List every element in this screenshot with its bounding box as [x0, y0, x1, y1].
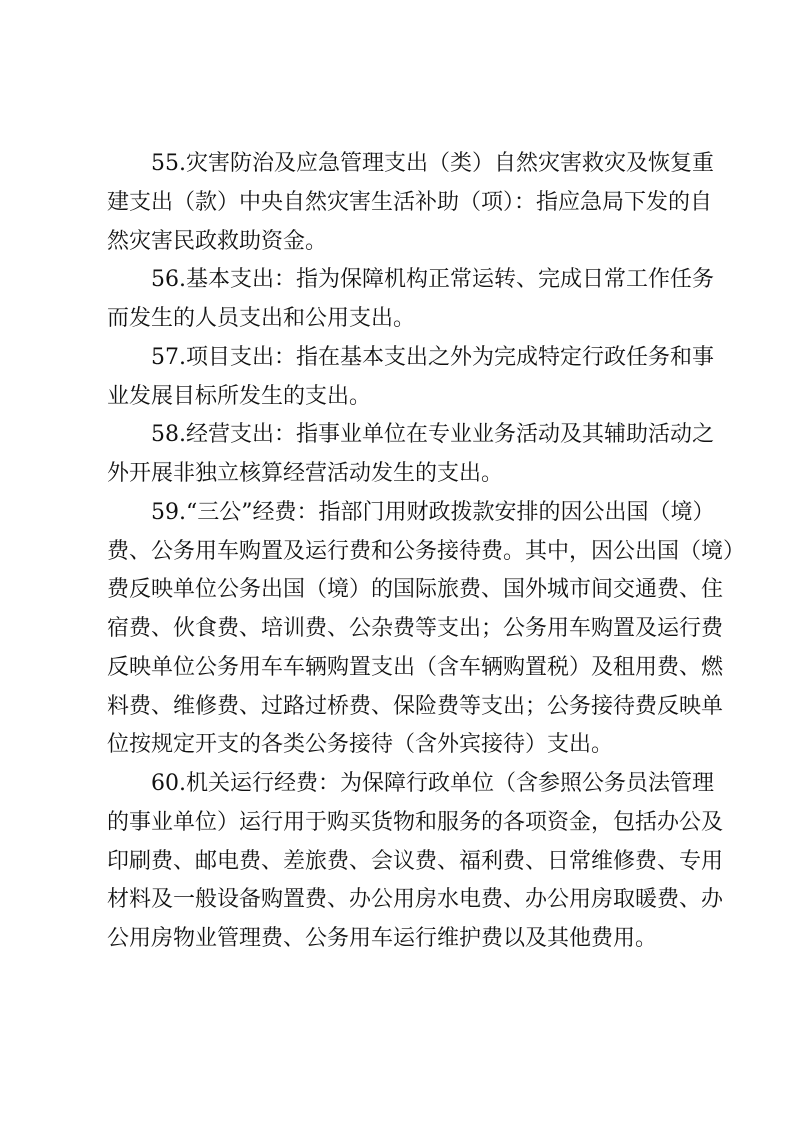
- text-line: 56.基本支出：指为保障机构正常运转、完成日常工作任务: [151, 267, 714, 293]
- text-line: 印刷费、邮电费、差旅费、会议费、福利费、日常维修费、专用: [107, 848, 724, 874]
- text-line: 位按规定开支的各类公务接待（含外宾接待）支出。: [107, 732, 614, 758]
- text-line: 的事业单位）运行用于购买货物和服务的各项资金，包括办公及: [107, 809, 724, 835]
- text-line: 费、公务用车购置及运行费和公务接待费。其中，因公出国（境）: [107, 538, 746, 564]
- paragraph: [107, 416, 714, 494]
- paragraph: [107, 494, 746, 765]
- document-body: [107, 145, 746, 959]
- text-line: 外开展非独立核算经营活动发生的支出。: [107, 461, 504, 486]
- paragraph: [107, 145, 714, 261]
- text-line: 公用房物业管理费、公务用车运行维护费以及其他费用。: [107, 926, 658, 951]
- text-line: 反映单位公务用车车辆购置支出（含车辆购置税）及租用费、燃: [107, 654, 724, 680]
- text-line: 业发展目标所发生的支出。: [107, 383, 372, 409]
- text-line: 料费、维修费、过路过桥费、保险费等支出；公务接待费反映单: [107, 693, 724, 719]
- text-line: 而发生的人员支出和公用支出。: [107, 306, 416, 331]
- text-line: 建支出（款）中央自然灾害生活补助（项）：指应急局下发的自: [107, 189, 713, 215]
- text-line: 57.项目支出：指在基本支出之外为完成特定行政任务和事: [151, 344, 714, 370]
- text-line: 58.经营支出：指事业单位在专业业务活动及其辅助活动之: [151, 422, 714, 448]
- paragraph: [107, 765, 724, 959]
- text-line: 59.“三公”经费：指部门用财政拨款安排的因公出国（境）: [151, 499, 715, 525]
- paragraph: [107, 261, 714, 339]
- text-line: 费反映单位公务出国（境）的国际旅费、国外城市间交通费、住: [107, 577, 724, 603]
- text-line: 宿费、伙食费、培训费、公杂费等支出；公务用车购置及运行费: [107, 616, 724, 641]
- text-line: 然灾害民政救助资金。: [107, 228, 328, 254]
- text-line: 材料及一般设备购置费、办公用房水电费、办公用房取暖费、办: [107, 887, 724, 913]
- text-line: 60.机关运行经费：为保障行政单位（含参照公务员法管理: [151, 771, 714, 796]
- text-line: 55.灾害防治及应急管理支出（类）自然灾害救灾及恢复重: [151, 151, 714, 176]
- paragraph: [107, 339, 714, 417]
